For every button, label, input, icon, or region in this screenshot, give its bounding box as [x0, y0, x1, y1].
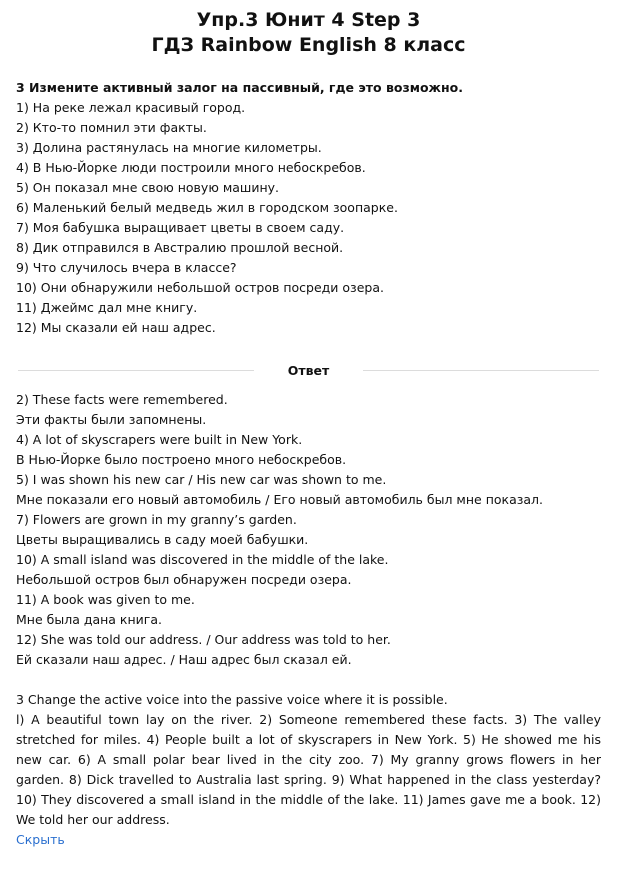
page-title [16, 0, 601, 58]
task-item: 11) Джеймс дал мне книгу. [16, 300, 198, 315]
task-item: 12) Мы сказали ей наш адрес. [16, 320, 216, 335]
answer-line: 5) I was shown his new car / His new car was shown to me. [16, 472, 387, 487]
task-item: 8) Дик отправился в Австралию прошлой весной. [16, 240, 344, 255]
english-task-text: l) A beautiful town lay on the river. 2) Someone remembered these facts. 3) The valley stretched for miles. 4) People built a lot of skyscrapers in New York. 5) He showed me his new car. 6) A small polar bear lived in the city zoo. 7) My granny grows flowers in her garden. 8) Dick travelled to Australia last spring. 9) What happened in the class yesterday? 10) They discovered a small island in the middle of the lake. 11) James gave me a book. 12) We told her our address. [16, 712, 601, 827]
task-item: 2) Кто-то помнил эти факты. [16, 120, 207, 135]
divider-rule-left [18, 370, 254, 371]
answer-line: Ей сказали наш адрес. / Наш адрес был сказал ей. [16, 652, 352, 667]
task-item: 7) Моя бабушка выращивает цветы в своем саду. [16, 220, 345, 235]
answer-line: В Нью-Йорке было построено много небоскребов. [16, 452, 347, 467]
answer-line: 10) A small island was discovered in the middle of the lake. [16, 552, 389, 567]
answer-line: 2) These facts were remembered. [16, 392, 228, 407]
task-item: 10) Они обнаружили небольшой остров посреди озера. [16, 280, 384, 295]
answers-block [16, 390, 601, 670]
answer-line: 11) A book was given to me. [16, 592, 195, 607]
task-item: 5) Он показал мне свою новую машину. [16, 180, 280, 195]
task-item: 1) На реке лежал красивый город. [16, 100, 246, 115]
answer-line: Цветы выращивались в саду моей бабушки. [16, 532, 309, 547]
answer-line: 7) Flowers are grown in my granny’s garden. [16, 512, 297, 527]
answer-line: 12) She was told our address. / Our address was told to her. [16, 632, 391, 647]
title-line-1: Упр.3 Юнит 4 Step 3 [196, 9, 421, 31]
answer-heading: Ответ [287, 362, 330, 378]
task-list [16, 98, 601, 338]
answer-line: Эти факты были запомнены. [16, 412, 207, 427]
hide-link[interactable]: Скрыть [16, 832, 65, 847]
answer-line: Мне показали его новый автомобиль / Его новый автомобиль был мне показал. [16, 492, 544, 507]
task-heading: 3 Измените активный залог на пассивный, где это возможно. [16, 80, 463, 95]
title-line-2: ГДЗ Rainbow English 8 класс [151, 34, 466, 56]
divider-rule-right [363, 370, 599, 371]
answer-line: Небольшой остров был обнаружен посреди озера. [16, 572, 352, 587]
answer-divider [16, 360, 601, 380]
english-task-block [16, 690, 601, 850]
task-block [16, 78, 601, 338]
english-task-heading: 3 Change the active voice into the passive voice where it is possible. [16, 692, 448, 707]
task-item: 6) Маленький белый медведь жил в городском зоопарке. [16, 200, 398, 215]
task-item: 4) В Нью-Йорке люди построили много небоскребов. [16, 160, 366, 175]
task-item: 3) Долина растянулась на многие километры. [16, 140, 322, 155]
answer-line: 4) A lot of skyscrapers were built in New York. [16, 432, 303, 447]
task-item: 9) Что случилось вчера в классе? [16, 260, 237, 275]
answer-line: Мне была дана книга. [16, 612, 162, 627]
